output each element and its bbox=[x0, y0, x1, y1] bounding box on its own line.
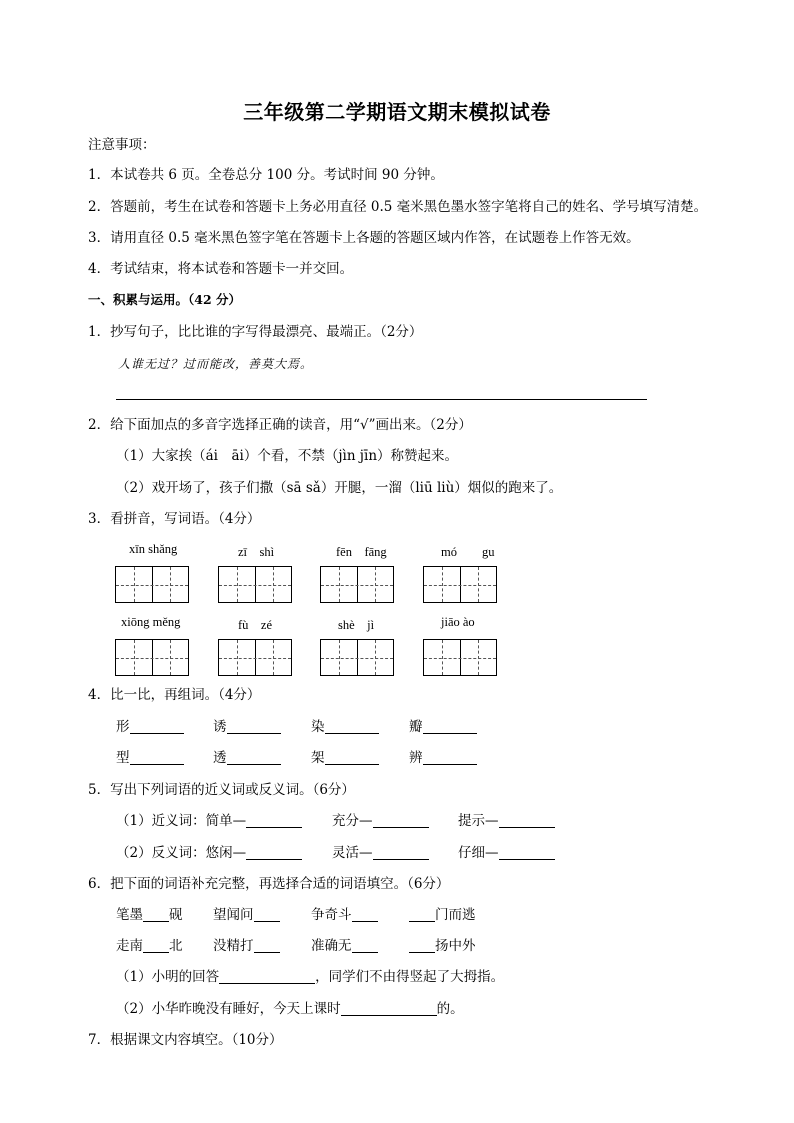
q2-line-1: （1）大家挨（ái āi）个看，不禁（jìn jīn）称赞起来。 bbox=[116, 448, 459, 464]
q4-char: 瓣 bbox=[409, 719, 423, 735]
answer-blank[interactable] bbox=[352, 907, 378, 922]
q5-word: 仔细— bbox=[458, 845, 499, 861]
answer-blank[interactable] bbox=[499, 845, 555, 860]
answer-blank[interactable] bbox=[499, 813, 555, 828]
answer-blank[interactable] bbox=[246, 813, 302, 828]
answer-blank[interactable] bbox=[409, 938, 435, 953]
q6-idiom: 笔墨 砚 bbox=[116, 907, 183, 923]
q6-prompt: 6．把下面的词语补充完整，再选择合适的词语填空。（6分） bbox=[88, 876, 450, 892]
q4-char: 辨 bbox=[409, 750, 423, 766]
answer-blank[interactable] bbox=[325, 719, 379, 734]
q5-row-2 bbox=[116, 844, 302, 862]
q5-row-label: （2）反义词： bbox=[116, 845, 206, 861]
q2-prompt: 2．给下面加点的多音字选择正确的读音，用“√”画出来。（2分） bbox=[88, 417, 472, 433]
writing-grid[interactable] bbox=[320, 639, 394, 676]
writing-grid[interactable] bbox=[320, 566, 394, 603]
pinyin-label: jiāo ào bbox=[441, 615, 475, 629]
q6-idiom: 望闻问 bbox=[213, 906, 280, 924]
q4-char: 透 bbox=[213, 750, 227, 766]
note-item-3: 3．请用直径 0.5 毫米黑色签字笔在答题卡上各题的答题区域内作答，在试题卷上作答无效。 bbox=[88, 230, 640, 246]
answer-blank[interactable] bbox=[352, 938, 378, 953]
pinyin-label: zī shì bbox=[238, 545, 275, 559]
q4-char: 诱 bbox=[213, 719, 227, 735]
q5-word: 简单— bbox=[205, 813, 247, 829]
pinyin-label: shè jì bbox=[338, 618, 375, 632]
section-heading: 一、积累与运用。（42 分） bbox=[88, 292, 241, 307]
q4-item bbox=[213, 718, 281, 736]
q1-sentence: 人谁无过？过而能改，善莫大焉。 bbox=[118, 357, 314, 371]
q4-item bbox=[311, 718, 379, 736]
answer-blank[interactable] bbox=[423, 719, 477, 734]
answer-blank[interactable] bbox=[143, 907, 169, 922]
answer-blank[interactable] bbox=[325, 750, 379, 765]
q4-item bbox=[213, 749, 281, 767]
answer-blank[interactable] bbox=[373, 845, 429, 860]
answer-blank[interactable] bbox=[254, 938, 280, 953]
note-item-4: 4．考试结束，将本试卷和答题卡一并交回。 bbox=[88, 261, 354, 277]
answer-blank[interactable] bbox=[130, 750, 184, 765]
page-title: 三年级第二学期语文期末模拟试卷 bbox=[243, 100, 551, 124]
q4-char: 架 bbox=[311, 750, 325, 766]
answer-blank[interactable] bbox=[143, 938, 169, 953]
q4-item bbox=[116, 749, 184, 767]
q5-row-label: （1）近义词： bbox=[116, 813, 206, 829]
answer-blank[interactable] bbox=[227, 719, 281, 734]
note-item-1: 1．本试卷共 6 页。全卷总分 100 分。考试时间 90 分钟。 bbox=[88, 167, 444, 183]
notes-heading: 注意事项： bbox=[88, 137, 156, 153]
writing-grid[interactable] bbox=[218, 639, 292, 676]
q1-prompt: 1．抄写句子，比比谁的字写得最漂亮、最端正。（2分） bbox=[88, 324, 423, 340]
writing-grid[interactable] bbox=[423, 639, 497, 676]
q4-prompt: 4．比一比，再组词。（4分） bbox=[88, 687, 261, 703]
q5-word: 悠闲— bbox=[205, 845, 247, 861]
q6-sentence-2: （2）小华昨晚没有睡好，今天上课时 的。 bbox=[116, 1001, 464, 1017]
pinyin-label: fù zé bbox=[238, 618, 273, 632]
q4-item bbox=[409, 718, 477, 736]
q5-row-1 bbox=[116, 812, 302, 830]
answer-blank[interactable] bbox=[254, 907, 280, 922]
pinyin-label: mó gu bbox=[441, 545, 495, 559]
q5-item bbox=[332, 844, 429, 862]
note-item-2: 2．答题前，考生在试卷和答题卡上务必用直径 0.5 毫米黑色墨水签字笔将自己的姓名、学号填写清楚。 bbox=[88, 199, 708, 215]
q4-char: 形 bbox=[116, 719, 130, 735]
answer-blank[interactable] bbox=[423, 750, 477, 765]
q6-idiom: 扬中外 bbox=[409, 937, 476, 955]
q3-prompt: 3．看拼音，写词语。（4分） bbox=[88, 511, 261, 527]
q4-char: 型 bbox=[116, 750, 130, 766]
q5-prompt: 5．写出下列词语的近义词或反义词。（6分） bbox=[88, 782, 355, 798]
writing-grid[interactable] bbox=[423, 566, 497, 603]
q5-word: 灵活— bbox=[332, 845, 373, 861]
answer-blank[interactable] bbox=[219, 969, 315, 984]
q7-prompt: 7．根据课文内容填空。（10分） bbox=[88, 1032, 283, 1048]
q4-item bbox=[116, 718, 184, 736]
q4-item bbox=[311, 749, 379, 767]
q6-idiom: 没精打 bbox=[213, 937, 280, 955]
q5-word: 充分— bbox=[332, 813, 373, 829]
q4-item bbox=[409, 749, 477, 767]
writing-grid[interactable] bbox=[115, 639, 189, 676]
q6-idiom: 走南 北 bbox=[116, 938, 183, 954]
pinyin-label: fēn fāng bbox=[336, 545, 387, 559]
q5-word: 提示— bbox=[458, 813, 499, 829]
q2-line-2: （2）戏开场了，孩子们撒（sā sǎ）开腿，一溜（liū liù）烟似的跑来了。 bbox=[116, 480, 563, 496]
q5-item bbox=[458, 844, 555, 862]
pinyin-label: xīn shǎng bbox=[129, 542, 178, 556]
q6-idiom: 争奇斗 bbox=[311, 906, 378, 924]
q6-sentence-1: （1）小明的回答 ，同学们不由得竖起了大拇指。 bbox=[116, 969, 505, 985]
answer-blank[interactable] bbox=[246, 845, 302, 860]
q5-item bbox=[458, 812, 555, 830]
answer-blank[interactable] bbox=[341, 1001, 437, 1016]
answer-blank[interactable] bbox=[130, 719, 184, 734]
answer-blank[interactable] bbox=[409, 907, 435, 922]
q1-answer-line[interactable] bbox=[116, 399, 647, 400]
q6-idiom: 准确无 bbox=[311, 937, 378, 955]
pinyin-label: xiōng měng bbox=[121, 615, 181, 629]
writing-grid[interactable] bbox=[115, 566, 189, 603]
writing-grid[interactable] bbox=[218, 566, 292, 603]
q6-idiom: 门而逃 bbox=[409, 906, 476, 924]
answer-blank[interactable] bbox=[227, 750, 281, 765]
q5-item bbox=[332, 812, 429, 830]
answer-blank[interactable] bbox=[373, 813, 429, 828]
q4-char: 染 bbox=[311, 719, 325, 735]
